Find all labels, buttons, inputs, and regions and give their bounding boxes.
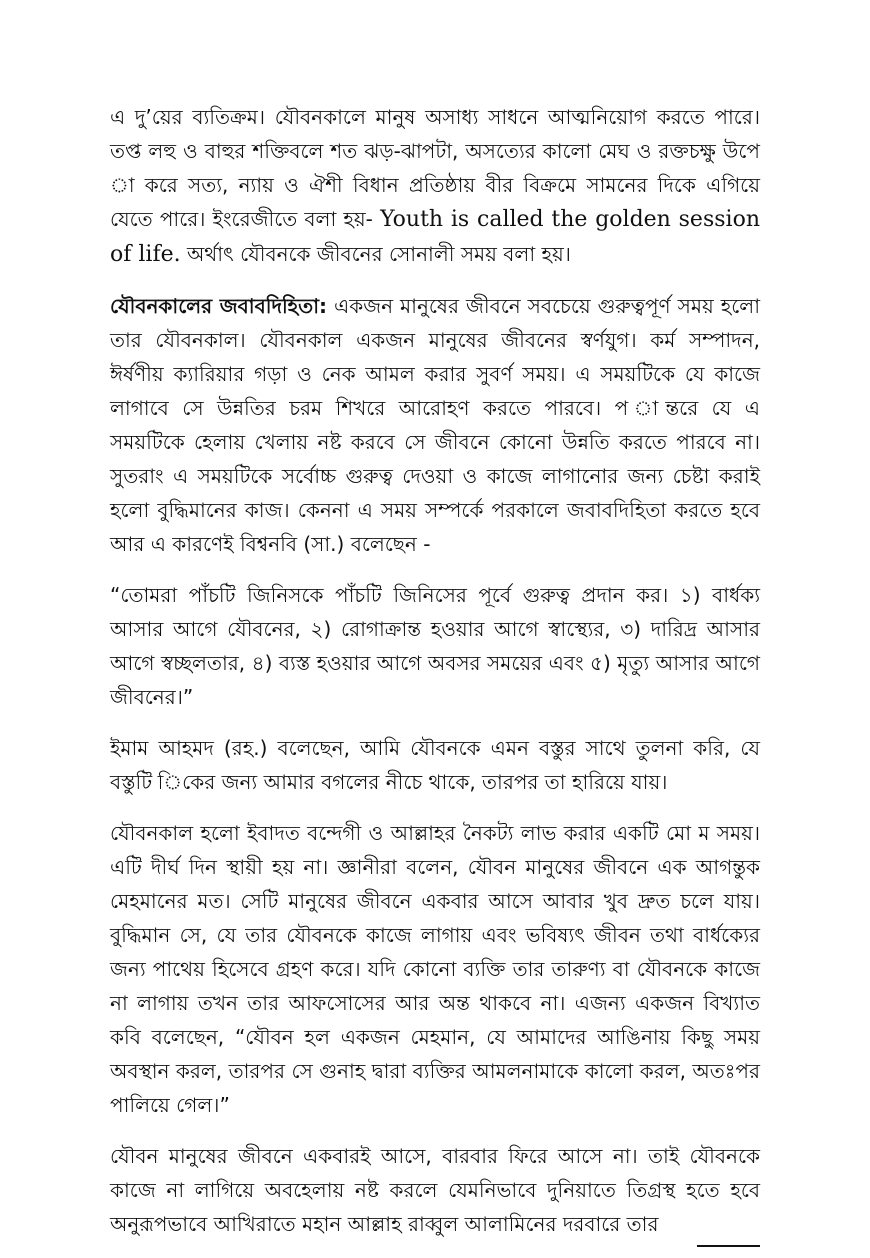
paragraph-text: ইমাম আহমদ (রহ.) বলেছেন, আমি যৌবনকে এমন বস্তুর সাথে তুলনা করি, যে বস্তুটি িকের জন্য আমার বগলের নীচে থাকে, তারপর তা হারিয়ে যায়। <box>110 736 760 794</box>
paragraph-text: যৌবন মানুষের জীবনে একবারই আসে, বারবার ফিরে আসে না। তাই যৌবনকে কাজে না লাগিয়ে অবহেলায় নষ্ট করলে যেমনিভাবে দুনিয়াতে তিগ্রস্থ হতে হবে অনুরূপভাবে আখিরাতে মহান আল্লাহ রাব্বুল আলামিনের দরবারে তার <box>110 1144 760 1236</box>
footer-rule <box>697 1245 760 1247</box>
document-page <box>110 100 760 1258</box>
paragraph-text: “তোমরা পাঁচটি জিনিসকে পাঁচটি জিনিসের পূর্বে গুরুত্ব প্রদান কর। ১) বার্ধক্য আসার আগে যৌবনের, ২) রোগাক্রান্ত হওয়ার আগে স্বাস্থ্যের, ৩) দারিদ্র আসার আগে স্বচ্ছলতার, ৪) ব্যস্ত হওয়ার আগে অবসর সময়ের এবং ৫) মৃত্যু আসার আগে জীবনের।” <box>110 583 760 709</box>
paragraph-hadith-quote <box>110 578 760 714</box>
section-heading: যৌবনকালের জবাবদিহিতা: <box>110 294 327 318</box>
paragraph-text: এ দু’য়ের ব্যতিক্রম। যৌবনকালে মানুষ অসাধ্য সাধনে আত্মনিয়োগ করতে পারে। তপ্ত লহু ও বাহুর শক্তিবলে শত ঝড়-ঝাপটা, অসত্যের কালো মেঘ ও রক্তচক্ষু উপে া করে সত্য, ন্যায় ও ঐশী বিধান প্রতিষ্ঠায় বীর বিক্রমে সামনের দিকে এগিয়ে যেতে পারে। ইংরেজীতে বলা হয়- <box>110 105 760 231</box>
paragraph-accountability <box>110 289 760 561</box>
paragraph-text: একজন মানুষের জীবনে সবচেয়ে গুরুত্বপূর্ণ সময় হলো তার যৌবনকাল। যৌবনকাল একজন মানুষের জীবনের স্বর্ণযুগ। কর্ম সম্পাদন, ঈর্ষণীয় ক্যারিয়ার গড়া ও নেক আমল করার সুবর্ণ সময়। এ সময়টিকে যে কাজে লাগাবে সে উন্নতির চরম শিখরে আরোহণ করতে পারবে। প ান্তরে যে এ সময়টিকে হেলায় খেলায় নষ্ট করবে সে জীবনে কোনো উন্নতি করতে পারবে না। সুতরাং এ সময়টিকে সর্বোচ্চ গুরুত্ব দেওয়া ও কাজে লাগানোর জন্য চেষ্টা করাই হলো বুদ্ধিমানের কাজ। কেননা এ সময় সম্পর্কে পরকালে জবাবদিহিতা করতে হবে আর এ কারণেই বিশ্বনবি (সা.) বলেছেন - <box>110 294 761 556</box>
paragraph-text: অর্থাৎ যৌবনকে জীবনের সোনালী সময় বলা হয়। <box>180 242 571 266</box>
paragraph-text: যৌবনকাল হলো ইবাদত বন্দেগী ও আল্লাহর নৈকট্য লাভ করার একটি মো ম সময়। এটি দীর্ঘ দিন স্থায়ী হয় না। জ্ঞানীরা বলেন, যৌবন মানুষের জীবনে এক আগন্তুক মেহমানের মত। সেটি মানুষের জীবনে একবার আসে আবার খুব দ্রুত চলে যায়। বুদ্ধিমান সে, যে তার যৌবনকে কাজে লাগায় এবং ভবিষ্যৎ জীবন তথা বার্ধক্যের জন্য পাথেয় হিসেবে গ্রহণ করে। যদি কোনো ব্যক্তি তার তারুণ্য বা যৌবনকে কাজে না লাগায় তখন তার আফসোসের আর অন্ত থাকবে না। এজন্য একজন বিখ্যাত কবি বলেছেন, “যৌবন হল একজন মেহমান, যে আমাদের আঙিনায় কিছু সময় অবস্থান করল, তারপর সে গুনাহ দ্বারা ব্যক্তির আমলনামাকে কালো করল, অতঃপর পালিয়ে গেল।” <box>110 821 760 1117</box>
paragraph-imam-ahmad <box>110 731 760 799</box>
paragraph-youth-exception <box>110 100 760 272</box>
paragraph-youth-once <box>110 1139 760 1241</box>
paragraph-youth-worship <box>110 816 760 1122</box>
english-quote: Youth is called the golden session of life. <box>110 207 760 267</box>
